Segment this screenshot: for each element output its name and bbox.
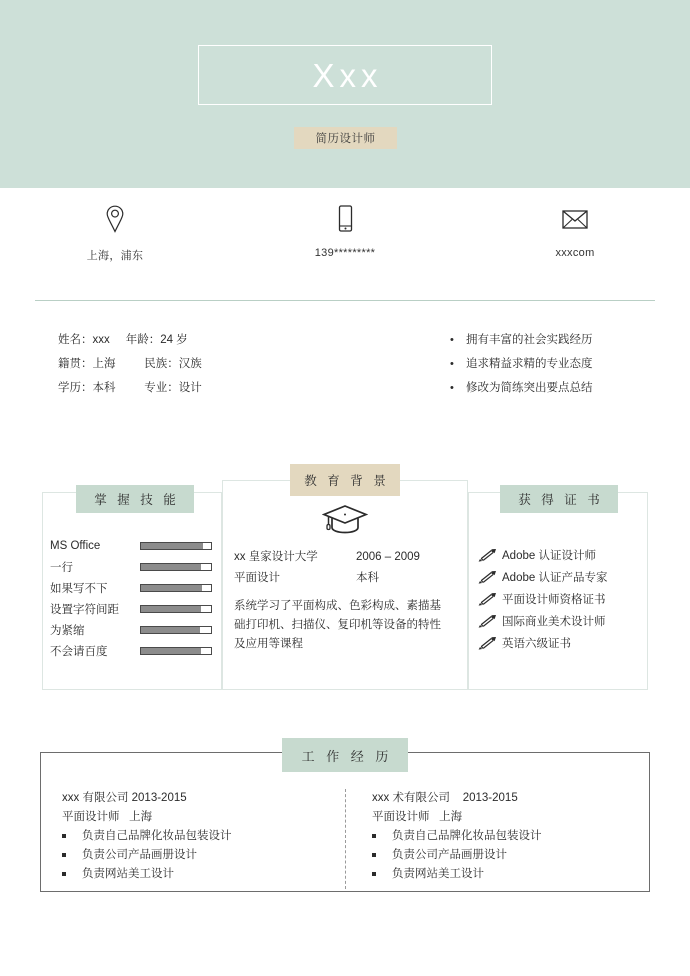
personal-info-row: 籍贯：上海 民族：汉族 <box>58 358 202 370</box>
square-bullet-icon <box>372 846 392 865</box>
work-duty: 负责自己品牌化妆品包装设计 <box>392 830 542 842</box>
certificates-section-title: 获 得 证 书 <box>500 485 618 513</box>
skill-label: 不会请百度 <box>50 645 108 658</box>
skill-label: 设置字符间距 <box>50 603 119 616</box>
contact-item-phone <box>230 196 460 286</box>
skill-progress-fill <box>141 585 202 591</box>
skill-progress-bar <box>140 542 212 550</box>
work-duty: 负责公司产品画册设计 <box>392 849 507 861</box>
list-item <box>50 556 220 577</box>
list-item <box>50 577 220 598</box>
work-duty: 负责公司产品画册设计 <box>82 849 197 861</box>
envelope-icon <box>562 204 588 234</box>
list-item <box>62 865 345 884</box>
diploma-scroll-icon <box>478 570 502 584</box>
skill-progress-bar <box>140 605 212 613</box>
skill-label: 为紧缩 <box>50 624 85 637</box>
education-major-row <box>234 568 458 589</box>
square-bullet-icon <box>62 846 82 865</box>
list-item <box>50 619 220 640</box>
list-item <box>450 328 593 352</box>
list-item <box>450 352 593 376</box>
skills-list <box>50 535 220 661</box>
bullet-dot-icon: • <box>450 382 454 394</box>
page-title: Xxx <box>312 56 383 94</box>
list-item <box>50 640 220 661</box>
contact-row <box>0 196 690 286</box>
education-description: 系统学习了平面构成、色彩构成、素描基础打印机、扫描仪、复印机等设备的特性及应用等课程 <box>234 600 441 650</box>
personal-info-row: 姓名：xxx 年龄：24 岁 <box>58 334 188 346</box>
diploma-scroll-icon <box>478 548 502 562</box>
personal-info-row: 学历：本科 专业：设计 <box>58 382 202 394</box>
education-school: xx 皇家设计大学 <box>234 551 318 563</box>
certificates-list <box>478 544 648 654</box>
contact-item-email <box>460 196 690 286</box>
work-duty: 负责自己品牌化妆品包装设计 <box>82 830 232 842</box>
list-item <box>478 610 648 632</box>
list-item <box>62 846 345 865</box>
name-box <box>198 45 492 105</box>
skill-progress-bar <box>140 563 212 571</box>
certificate-label: 英语六级证书 <box>502 638 571 650</box>
skill-progress-fill <box>141 627 200 633</box>
work-entry <box>345 789 650 889</box>
skill-progress-bar <box>140 647 212 655</box>
work-position: 平面设计师 上海 <box>372 811 463 823</box>
highlights-list <box>450 328 593 400</box>
education-school-row <box>234 547 458 568</box>
skill-progress-fill <box>141 564 201 570</box>
contact-email-value: xxxcom <box>555 247 595 259</box>
list-item <box>478 566 648 588</box>
education-period: 2006 – 2009 <box>356 551 420 563</box>
work-duty: 负责网站美工设计 <box>82 868 174 880</box>
contact-phone-value: 139********* <box>314 247 376 259</box>
square-bullet-icon <box>372 827 392 846</box>
education-major: 平面设计 <box>234 572 280 584</box>
list-item <box>372 865 650 884</box>
list-item <box>372 846 650 865</box>
work-duty: 负责网站美工设计 <box>392 868 484 880</box>
certificate-label: Adobe 认证产品专家 <box>502 572 608 584</box>
work-experience-section-title: 工 作 经 历 <box>282 738 408 772</box>
list-item <box>450 376 593 400</box>
diploma-scroll-icon <box>478 614 502 628</box>
skill-label: 一行 <box>50 561 73 574</box>
skill-progress-fill <box>141 648 201 654</box>
contact-item-location <box>0 196 230 286</box>
education-section-title: 教 育 背 景 <box>290 464 400 496</box>
list-item <box>50 598 220 619</box>
square-bullet-icon <box>62 865 82 884</box>
contact-location-value: 上海，浦东 <box>86 250 144 262</box>
certificate-label: 平面设计师资格证书 <box>502 594 606 606</box>
skill-label: MS Office <box>50 539 101 552</box>
skill-progress-fill <box>141 543 203 549</box>
work-entry <box>40 789 345 889</box>
work-company: xxx 有限公司 2013-2015 <box>62 792 187 804</box>
square-bullet-icon <box>62 827 82 846</box>
highlight-text: 修改为简练突出要点总结 <box>466 382 593 394</box>
list-item <box>50 535 220 556</box>
skill-label: 如果写不下 <box>50 582 108 595</box>
square-bullet-icon <box>372 865 392 884</box>
certificate-label: 国际商业美术设计师 <box>502 616 606 628</box>
list-item <box>478 544 648 566</box>
work-experience-columns <box>40 789 650 889</box>
skill-progress-bar <box>140 584 212 592</box>
bullet-dot-icon: • <box>450 334 454 346</box>
education-details <box>234 547 458 654</box>
location-pin-icon <box>106 204 124 234</box>
list-item <box>372 827 650 846</box>
divider-under-contact <box>35 300 655 301</box>
list-item <box>62 827 345 846</box>
diploma-scroll-icon <box>478 636 502 650</box>
mobile-phone-icon <box>337 204 354 234</box>
personal-info-block <box>58 328 202 400</box>
highlight-text: 拥有丰富的社会实践经历 <box>466 334 593 346</box>
skill-progress-bar <box>140 626 212 634</box>
header-band <box>0 0 690 188</box>
work-position: 平面设计师 上海 <box>62 811 153 823</box>
work-company: xxx 术有限公司 2013-2015 <box>372 792 518 804</box>
highlight-text: 追求精益求精的专业态度 <box>466 358 593 370</box>
list-item <box>478 632 648 654</box>
diploma-scroll-icon <box>478 592 502 606</box>
skill-progress-fill <box>141 606 201 612</box>
skills-section-title: 掌 握 技 能 <box>76 485 194 513</box>
bullet-dot-icon: • <box>450 358 454 370</box>
list-item <box>478 588 648 610</box>
certificate-label: Adobe 认证设计师 <box>502 550 596 562</box>
role-badge: 简历设计师 <box>294 127 397 149</box>
education-degree: 本科 <box>356 572 379 584</box>
graduation-cap-icon <box>322 503 368 535</box>
